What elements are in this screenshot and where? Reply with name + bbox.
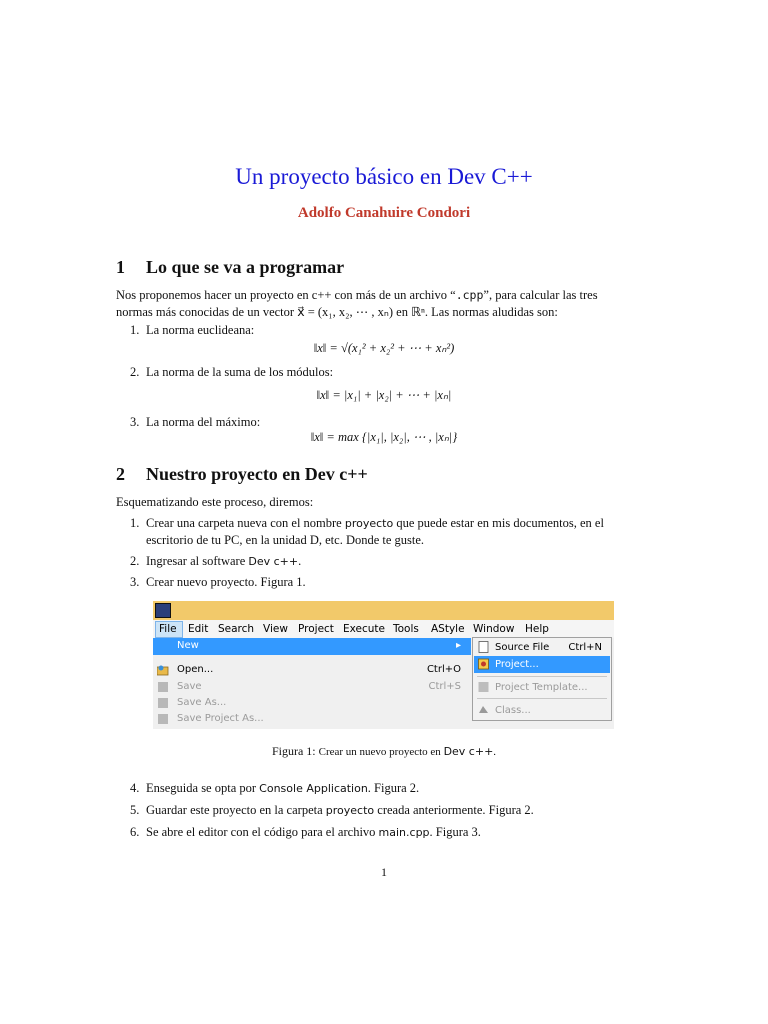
list-text: La norma de la suma de los módulos: — [146, 365, 334, 379]
section-1-heading — [116, 257, 344, 278]
list-text: Enseguida se opta por — [146, 781, 260, 795]
list-item — [130, 780, 660, 797]
new-submenu — [472, 637, 612, 721]
intro-text: normas más conocidas de un vector x⃗ = (x₁, x₂, ⋯ , xₙ) en ℝⁿ. Las normas aludidas son: — [116, 305, 558, 319]
menu-item-shortcut: Ctrl+O — [426, 664, 461, 675]
inline-code: Dev c++ — [443, 745, 494, 758]
menu-item-label: Open... — [177, 664, 214, 675]
save-icon — [157, 681, 169, 693]
list-text: . Figura 2. — [367, 781, 420, 795]
submenu-item-project[interactable] — [474, 656, 610, 673]
save-as-icon — [157, 697, 169, 709]
figure-1-caption — [0, 744, 768, 759]
section-2-intro: Esquematizando este proceso, diremos: — [116, 495, 314, 509]
submenu-item-shortcut: Ctrl+N — [568, 642, 602, 653]
menu-tools[interactable]: Tools — [393, 623, 419, 635]
list-text: Se abre el editor con el código para el archivo — [146, 825, 379, 839]
submenu-item-project-template[interactable] — [474, 679, 610, 696]
menu-item-save-as[interactable] — [153, 695, 471, 711]
list-text: Ingresar al software — [146, 554, 249, 568]
menu-view[interactable]: View — [263, 623, 288, 635]
section-number: 1 — [116, 257, 125, 277]
inline-code: proyecto — [325, 804, 375, 817]
intro-text: ”, para calcular las tres — [483, 288, 598, 302]
list-text: Guardar este proyecto en la carpeta — [146, 803, 326, 817]
list-item — [130, 322, 660, 338]
section-2-heading — [116, 464, 368, 485]
project-template-icon — [478, 681, 489, 693]
project-icon — [478, 658, 489, 670]
menu-item-new[interactable] — [153, 638, 471, 655]
list-item — [130, 553, 660, 570]
menu-execute[interactable]: Execute — [343, 623, 385, 635]
menu-item-open[interactable] — [153, 662, 471, 678]
formula-euclidean: ‖x‖ = √(x₁² + x₂² + ⋯ + xₙ²) — [313, 341, 455, 355]
class-icon — [478, 704, 489, 716]
inline-code: Dev c++ — [248, 555, 299, 568]
list-item — [130, 364, 660, 380]
menu-item-save[interactable] — [153, 679, 471, 695]
list-number: 1. — [130, 323, 140, 337]
section-title: Nuestro proyecto en Dev c++ — [146, 464, 368, 484]
caption-text: . — [493, 746, 497, 758]
list-text: que puede estar en mis documentos, en el — [393, 516, 604, 530]
inline-code: main.cpp — [378, 826, 430, 839]
caption-text: Crear un nuevo proyecto en — [318, 746, 444, 758]
list-number: 4. — [130, 781, 140, 795]
window-titlebar — [153, 601, 614, 620]
list-item — [130, 515, 660, 548]
submenu-item-label: Class... — [495, 705, 531, 716]
figure-1-screenshot — [153, 601, 614, 729]
menu-search[interactable]: Search — [218, 623, 255, 635]
list-item — [130, 824, 660, 841]
menu-astyle[interactable]: AStyle — [431, 623, 465, 635]
document-title: Un proyecto básico en Dev C++ — [235, 164, 533, 189]
list-text: creada anteriormente. Figura 2. — [374, 803, 534, 817]
list-number: 1. — [130, 516, 140, 530]
menu-edit[interactable]: Edit — [188, 623, 209, 635]
source-file-icon — [478, 641, 489, 653]
menu-item-save-project-as[interactable] — [153, 711, 471, 727]
menu-item-label: Save — [177, 681, 202, 692]
menu-project[interactable]: Project — [298, 623, 334, 635]
list-item — [130, 802, 660, 819]
list-text: . — [298, 554, 302, 568]
list-number: 3. — [130, 575, 140, 589]
menu-item-shortcut: Ctrl+S — [428, 681, 461, 692]
submenu-item-label: Project... — [495, 659, 539, 670]
intro-text: Nos proponemos hacer un proyecto en c++ con más de un archivo “ — [116, 288, 456, 302]
section-1-intro — [116, 287, 656, 321]
formula-max: ‖x‖ = max {|x₁|, |x₂|, ⋯ , |xₙ|} — [310, 430, 458, 444]
menu-item-label: Save Project As... — [177, 713, 264, 724]
open-folder-icon — [157, 664, 169, 676]
list-number: 5. — [130, 803, 140, 817]
list-text: Crear una carpeta nueva con el nombre — [146, 516, 345, 530]
caption-label: Figura 1: — [271, 744, 316, 758]
list-text: . Figura 3. — [429, 825, 481, 839]
list-number: 6. — [130, 825, 140, 839]
menu-separator — [477, 698, 607, 699]
submenu-item-class[interactable] — [474, 702, 610, 719]
inline-code: proyecto — [344, 517, 394, 530]
menu-help[interactable]: Help — [525, 623, 549, 635]
menu-separator — [477, 676, 607, 677]
inline-code: .cpp — [455, 288, 484, 302]
devcpp-app-icon — [155, 603, 171, 618]
list-item — [130, 414, 660, 430]
section-number: 2 — [116, 464, 125, 484]
list-text: escritorio de tu PC, en la unidad D, etc. Donde te guste. — [146, 533, 425, 547]
formula-sum: ‖x‖ = |x₁| + |x₂| + ⋯ + |xₙ| — [316, 388, 452, 402]
save-project-icon — [157, 713, 169, 725]
menu-item-label: New — [177, 640, 199, 651]
submenu-item-label: Source File — [495, 642, 550, 653]
inline-code: Console Application — [259, 782, 368, 795]
submenu-item-source-file[interactable] — [474, 639, 610, 656]
file-dropdown-menu — [153, 638, 471, 729]
list-number: 2. — [130, 554, 140, 568]
menu-file[interactable]: File — [159, 623, 177, 635]
list-text: La norma euclideana: — [146, 323, 255, 337]
menu-window[interactable]: Window — [473, 623, 515, 635]
menu-item-label: Save As... — [177, 697, 227, 708]
list-number: 3. — [130, 415, 140, 429]
submenu-item-label: Project Template... — [495, 682, 588, 693]
list-text: Crear nuevo proyecto. Figura 1. — [146, 575, 306, 589]
submenu-arrow-icon: ▸ — [455, 640, 461, 651]
page-number: 1 — [381, 865, 387, 879]
list-text: La norma del máximo: — [146, 415, 261, 429]
list-item — [130, 574, 660, 590]
list-number: 2. — [130, 365, 140, 379]
menu-bar — [153, 620, 614, 638]
section-title: Lo que se va a programar — [146, 257, 345, 277]
document-author: Adolfo Canahuire Condori — [297, 205, 471, 221]
